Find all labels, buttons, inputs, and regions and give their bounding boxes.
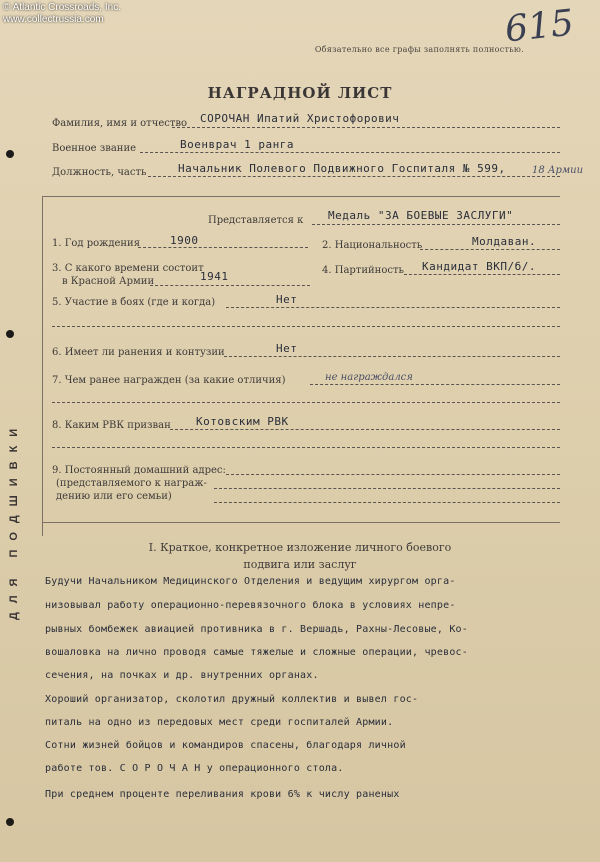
copyright-watermark: [3, 2, 121, 26]
watermark-line-1: © Atlantic Crossroads, Inc.: [3, 2, 121, 13]
merits-line: работе тов. С О Р О Ч А Н у операционного стола.: [45, 763, 344, 774]
awards-label: 7. Чем ранее награжден (за какие отличия): [52, 375, 286, 386]
birth-line: [138, 247, 308, 248]
merits-line: сечения, на почках и др. внутренних органах.: [45, 670, 319, 681]
document-title: НАГРАДНОЙ ЛИСТ: [207, 84, 393, 102]
position-line: [148, 176, 560, 177]
wounds-value: Нет: [276, 342, 298, 355]
army-value: 1941: [200, 270, 229, 283]
fill-instruction-note: Обязательно все графы заполнять полностью.: [314, 45, 524, 54]
rvk-value: Котовским РВК: [196, 415, 289, 428]
birth-label: 1. Год рождения: [52, 238, 141, 249]
address-label-3: дению или его семьи): [56, 491, 172, 502]
address-line: [226, 474, 560, 475]
party-value: Кандидат ВКП/б/.: [422, 260, 536, 273]
punch-hole: [6, 150, 14, 158]
wounds-line: [224, 356, 560, 357]
nationality-value: Молдаван.: [472, 235, 537, 248]
section-heading-2: подвига или заслуг: [243, 558, 357, 571]
awards-line-2: [52, 402, 560, 403]
battles-line-2: [52, 326, 560, 327]
rvk-line: [170, 429, 560, 430]
awards-value: не награждался: [325, 372, 413, 383]
nationality-line: [420, 249, 560, 250]
position-handwritten: 18 Армии: [532, 165, 584, 176]
section-divider: [42, 522, 560, 523]
punch-hole: [6, 818, 14, 826]
address-label-2: (представляемого к награж-: [56, 478, 207, 489]
presented-line: [312, 224, 560, 225]
name-value: СОРОЧАН Ипатий Христофорович: [200, 112, 400, 125]
rvk-line-2: [52, 447, 560, 448]
nationality-label: 2. Национальность: [322, 240, 423, 251]
army-label-2: в Красной Армии: [62, 276, 155, 287]
merits-line: низовывал работу операционно-перевязочного блока в условиях непре-: [45, 600, 456, 611]
presented-label: Представляется к: [208, 215, 304, 226]
battles-line: [226, 307, 560, 308]
awards-line: [310, 384, 560, 385]
birth-value: 1900: [170, 234, 199, 247]
position-label: Должность, часть: [52, 167, 147, 178]
watermark-line-2: www.collectrussia.com: [3, 14, 104, 25]
merits-line: рывных бомбежек авиацией противника в г. Вершадь, Рахны-Лесовые, Ко-: [45, 624, 468, 635]
battles-label: 5. Участие в боях (где и когда): [52, 297, 216, 308]
merits-line: Сотни жизней бойцов и командиров спасены, благодаря личной: [45, 740, 406, 751]
position-value: Начальник Полевого Подвижного Госпиталя № 599,: [178, 162, 506, 175]
archive-number: 615: [503, 2, 576, 51]
section-heading-1: I. Краткое, конкретное изложение личного боевого: [148, 541, 452, 554]
presented-value: Медаль "ЗА БОЕВЫЕ ЗАСЛУГИ": [328, 209, 514, 222]
merits-line: Будучи Начальником Медицинского Отделения и ведущим хирургом орга-: [45, 576, 456, 587]
rank-value: Военврач 1 ранга: [180, 138, 294, 151]
party-line: [404, 274, 560, 275]
army-label-1: 3. С какого времени состоит: [52, 263, 204, 274]
rank-label: Военное звание: [52, 143, 137, 154]
merits-line: При среднем проценте переливания крови 6% к числу раненых: [45, 789, 400, 800]
address-line-3: [214, 502, 560, 503]
form-left-border: [42, 196, 43, 536]
merits-line: питаль на одно из передовых мест среди госпиталей Армии.: [45, 717, 394, 728]
merits-line: вошаловка на лично проводя самые тяжелые и сложные операции, чревос-: [45, 647, 468, 658]
rank-line: [140, 152, 560, 153]
army-line: [150, 285, 310, 286]
side-binding-text: ДЛЯ ПОДШИВКИ: [8, 419, 20, 620]
merits-line: Хороший организатор, сколотил дружный коллектив и вывел гос-: [45, 694, 419, 705]
form-divider: [42, 196, 560, 197]
punch-hole: [6, 330, 14, 338]
address-label-1: 9. Постоянный домашний адрес:: [52, 465, 226, 476]
wounds-label: 6. Имеет ли ранения и контузии: [52, 347, 225, 358]
rvk-label: 8. Каким РВК призван: [52, 420, 171, 431]
address-line-2: [214, 488, 560, 489]
name-label: Фамилия, имя и отчество: [52, 118, 188, 129]
battles-value: Нет: [276, 293, 298, 306]
name-line: [172, 127, 560, 128]
party-label: 4. Партийность: [322, 265, 404, 276]
